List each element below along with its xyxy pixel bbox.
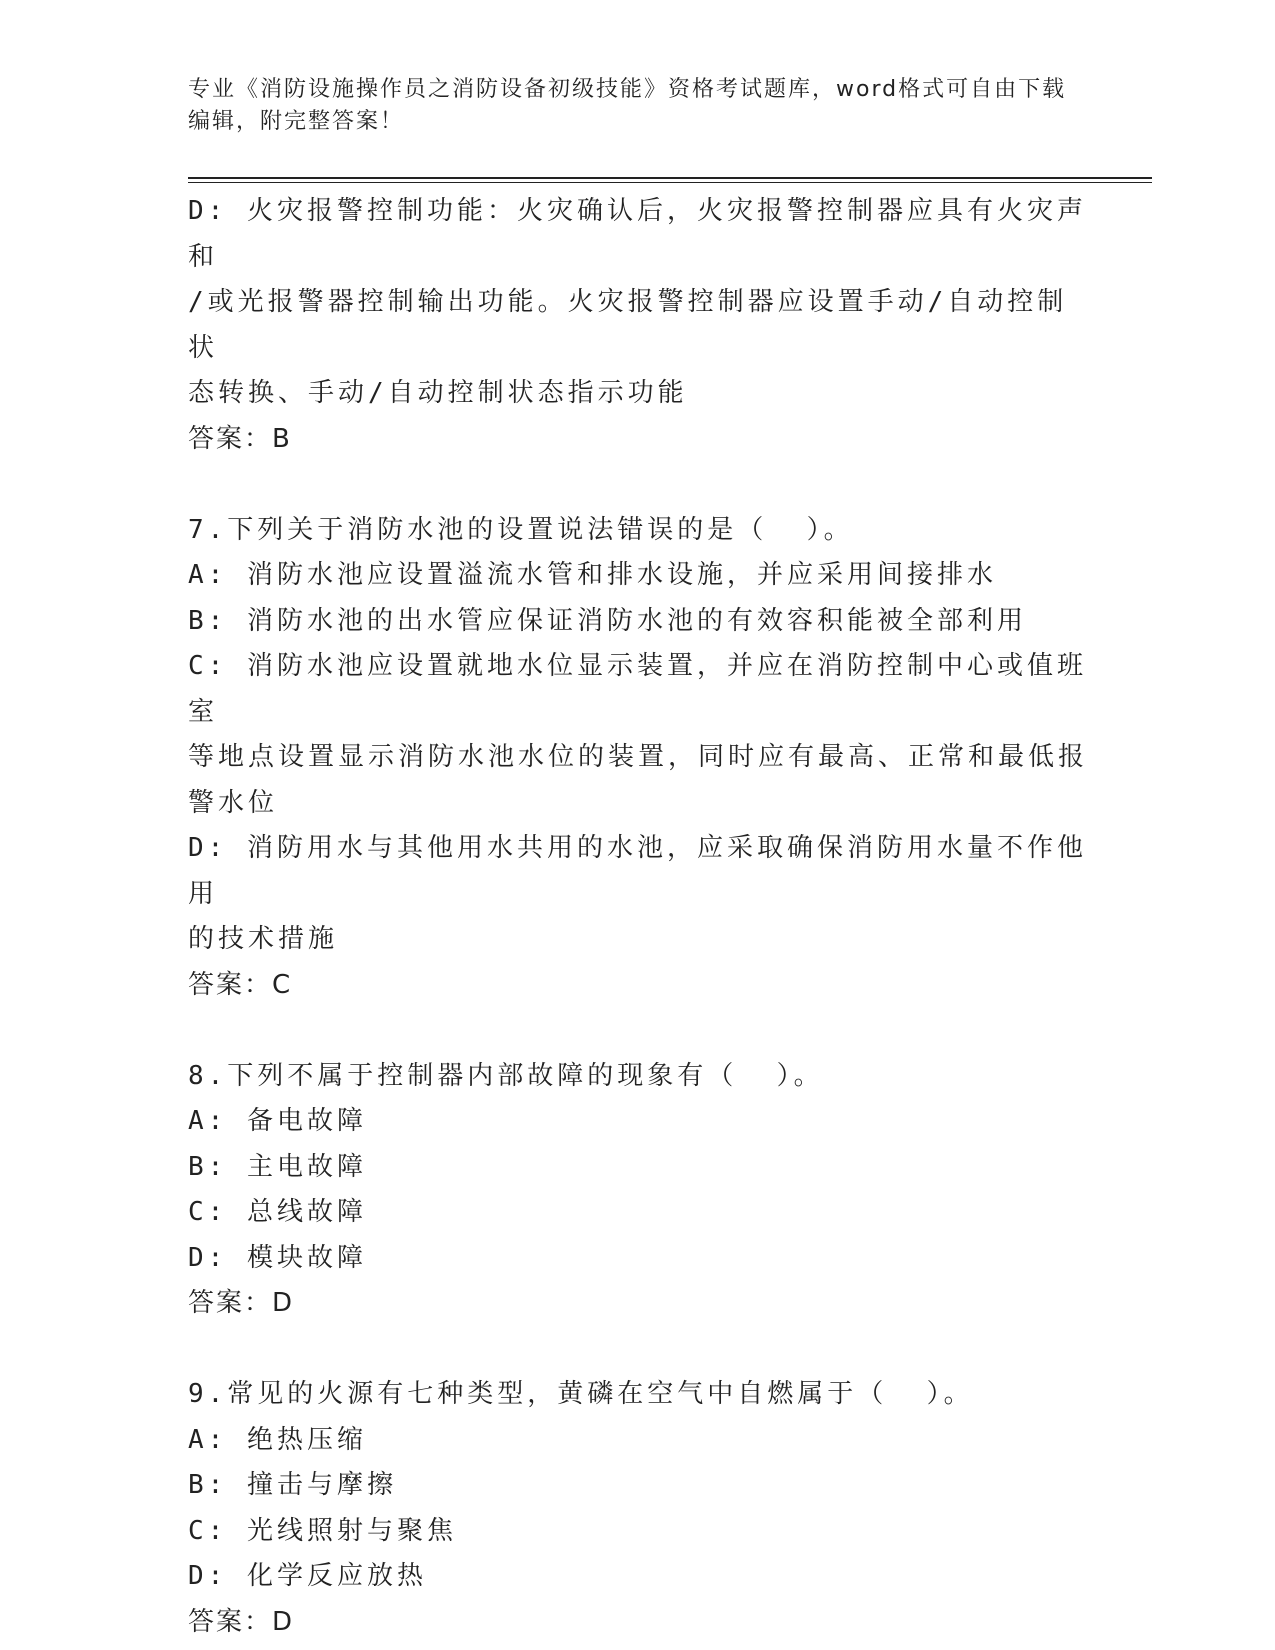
block-spacer xyxy=(188,1008,1088,1054)
option-c: C: 总线故障 xyxy=(188,1197,367,1227)
option-d: D: 消防用水与其他用水共用的水池，应采取确保消防用水量不作他用 xyxy=(188,833,1087,909)
question-block-6-continuation xyxy=(188,189,1088,462)
header-rule-thick xyxy=(188,177,1152,179)
option-b: B: 撞击与摩擦 xyxy=(188,1470,397,1500)
option-a: A: 绝热压缩 xyxy=(188,1424,367,1455)
block-spacer xyxy=(188,462,1088,508)
option-c: C: 消防水池应设置就地水位显示装置，并应在消防控制中心或值班室 xyxy=(188,651,1087,727)
option-d-line: D: 火灾报警控制功能：火灾确认后，火灾报警控制器应具有火灾声和 xyxy=(188,196,1087,272)
question-stem: 7.下列关于消防水池的设置说法错误的是（ ）。 xyxy=(188,514,854,545)
option-a: A: 消防水池应设置溢流水管和排水设施，并应采用间接排水 xyxy=(188,560,997,590)
option-d: D: 模块故障 xyxy=(188,1242,367,1273)
option-b: B: 消防水池的出水管应保证消防水池的有效容积能被全部利用 xyxy=(188,605,1027,636)
question-content xyxy=(188,189,1088,1645)
block-spacer xyxy=(188,1327,1088,1373)
question-block-8 xyxy=(188,1054,1088,1327)
option-d-line: /或光报警器控制输出功能。火灾报警控制器应设置手动/自动控制状 xyxy=(188,287,1068,363)
answer-label: 答案：D xyxy=(188,1288,295,1318)
header-rule-thin xyxy=(188,182,1152,183)
answer-label: 答案：B xyxy=(188,423,292,454)
option-d-line: 态转换、手动/自动控制状态指示功能 xyxy=(188,378,688,408)
question-block-7 xyxy=(188,508,1088,1009)
question-block-9 xyxy=(188,1372,1088,1645)
answer-label: 答案：D xyxy=(188,1606,295,1637)
option-d-continued: 的技术措施 xyxy=(188,924,339,954)
question-stem: 8.下列不属于控制器内部故障的现象有（ ）。 xyxy=(188,1060,824,1091)
option-c-continued: 等地点设置显示消防水池水位的装置，同时应有最高、正常和最低报 xyxy=(188,742,1089,772)
option-a: A: 备电故障 xyxy=(188,1106,367,1136)
question-stem: 9.常见的火源有七种类型，黄磷在空气中自燃属于（ ）。 xyxy=(188,1379,974,1409)
option-c: C: 光线照射与聚焦 xyxy=(188,1515,457,1546)
document-header: 专业《消防设施操作员之消防设备初级技能》资格考试题库，word格式可自由下载编辑，附完整答案！ xyxy=(188,77,1067,134)
option-d: D: 化学反应放热 xyxy=(188,1561,427,1591)
answer-label: 答案：C xyxy=(188,969,293,1000)
option-c-continued: 警水位 xyxy=(188,787,279,818)
option-b: B: 主电故障 xyxy=(188,1151,367,1182)
